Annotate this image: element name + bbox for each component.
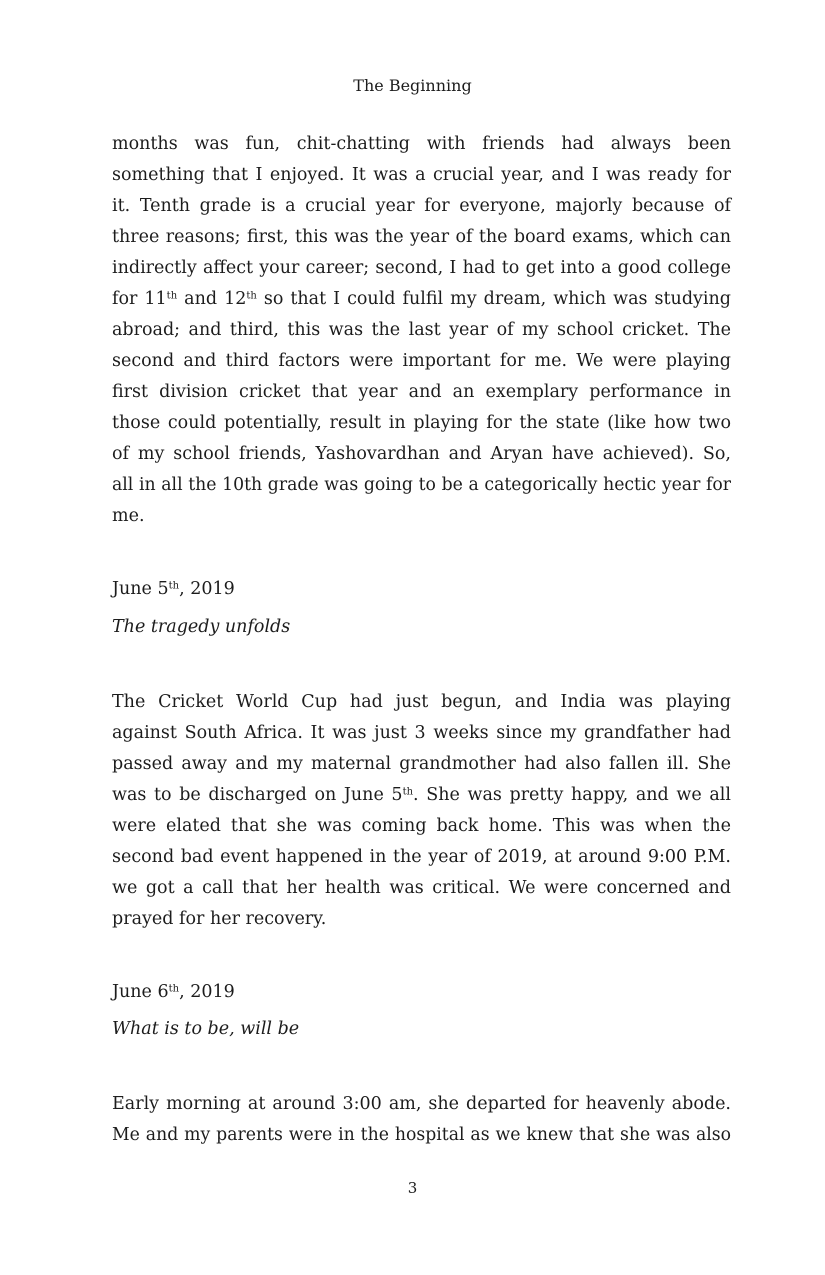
entry-subtitle-june-5 [112,612,731,643]
text-fragment: was to be discharged on June 5 [112,785,403,805]
text-line: me. [112,506,145,526]
text-fragment: and 12 [177,289,247,309]
text-line: something that I enjoyed. It was a crucial year, and I was ready for [112,165,731,185]
text-line: second and third factors were important for me. We were playing [112,351,731,371]
date-text: June 5 [112,579,169,599]
text-line: Early morning at around 3:00 am, she departed for heavenly abode. [112,1094,731,1114]
text-line: three reasons; first, this was the year of the board exams, which can [112,227,731,247]
entry-date [112,574,731,605]
paragraph-3 [112,1089,731,1151]
entry-date [112,977,731,1008]
text-line: months was fun, chit-chatting with friends had always been [112,134,731,154]
ordinal-superscript: th [166,290,178,302]
entry-subtitle: What is to be, will be [112,1019,300,1039]
ordinal-superscript: th [402,786,414,798]
ordinal-superscript: th [168,983,180,995]
text-line: abroad; and third, this was the last year of my school cricket. The [112,320,731,340]
ordinal-superscript: th [168,580,180,592]
text-line: Me and my parents were in the hospital as we knew that she was also [112,1125,731,1145]
text-line [112,780,731,811]
entry-subtitle: The tragedy unfolds [112,617,291,637]
text-line: all in all the 10th grade was going to be a categorically hectic year for [112,475,731,495]
page-number: 3 [407,1179,418,1197]
text-line: The Cricket World Cup had just begun, and India was playing [112,692,731,712]
date-year: , 2019 [179,579,235,599]
text-line: against South Africa. It was just 3 weeks since my grandfather had [112,723,731,743]
text-line: indirectly affect your career; second, I had to get into a good college [112,258,731,278]
ordinal-superscript: th [246,290,257,302]
entry-subtitle-june-6 [112,1014,731,1045]
text-fragment: . She was pretty happy, and we all [413,785,731,805]
text-line: it. Tenth grade is a crucial year for everyone, majorly because of [112,196,731,216]
date-text: June 6 [112,982,169,1002]
text-line: passed away and my maternal grandmother had also fallen ill. She [112,754,731,774]
text-line: those could potentially, result in playing for the state (like how two [112,413,731,433]
text-line: second bad event happened in the year of 2019, at around 9:00 P.M. [112,847,731,867]
text-line: prayed for her recovery. [112,909,327,929]
date-year: , 2019 [179,982,235,1002]
text-fragment: for 11 [112,289,167,309]
text-line: we got a call that her health was critical. We were concerned and [112,878,731,898]
paragraph-2 [112,687,731,935]
paragraph-1 [112,129,731,532]
entry-heading-june-5 [112,574,731,605]
text-line: of my school friends, Yashovardhan and Aryan have achieved). So, [112,444,731,464]
text-line: were elated that she was coming back home. This was when the [112,816,731,836]
text-line: first division cricket that year and an exemplary performance in [112,382,731,402]
text-line [112,284,731,315]
running-header: The Beginning [353,76,472,95]
entry-heading-june-6 [112,977,731,1008]
text-fragment: so that I could fulfil my dream, which was studying [256,289,731,309]
